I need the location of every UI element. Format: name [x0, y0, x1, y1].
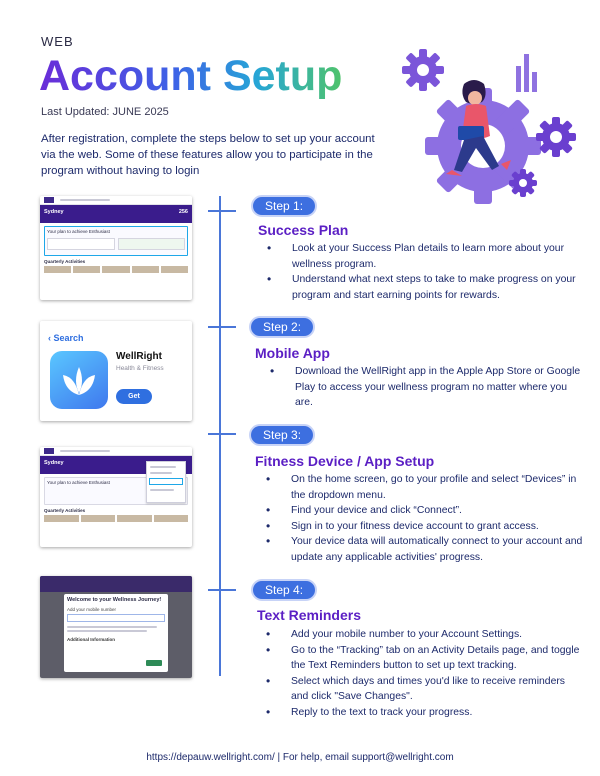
wellright-app-icon: [50, 351, 108, 409]
dashboard-quarterly: Quarterly Activities: [44, 259, 86, 264]
gears-illustration: [398, 44, 588, 204]
success-plan-card: [44, 226, 188, 256]
app-store-back: ‹ Search: [48, 333, 84, 343]
devices-screenshot: Sydney Your plan to achieve Enthusiast Quarterly Activities: [40, 447, 192, 547]
success-plan-screenshot: [40, 196, 192, 300]
app-store-screenshot: [40, 321, 192, 421]
step-3-list: [258, 472, 583, 566]
modal-title: Welcome to your Wellness Journey!: [67, 597, 162, 603]
text-reminders-screenshot: [40, 576, 192, 678]
dashboard-banner: [40, 205, 192, 223]
dashboard-topbar: [40, 196, 192, 205]
welcome-modal: [64, 594, 168, 672]
list-item: • Sign in to your fitness device account to grant access.: [258, 519, 583, 535]
dashboard-points: 256: [178, 209, 188, 215]
list-item: • Go to the “Tracking” tab on an Activity Details page, and toggle the Text Reminders button to set up text tracking.: [258, 643, 583, 674]
footer-contact: https://depauw.wellright.com/ | For help, email support@wellright.com: [146, 752, 454, 763]
timeline-tick: [208, 433, 236, 435]
step-4-pill: Step 4:: [251, 579, 317, 601]
step-2-list: [262, 364, 582, 411]
list-item: • On the home screen, go to your profile and select “Devices” in the dropdown menu.: [258, 472, 583, 503]
list-item: • Look at your Success Plan details to learn more about your wellness program.: [259, 241, 579, 272]
timeline-line: [219, 196, 221, 676]
modal-additional: Additional Information: [67, 637, 115, 642]
step-4-list: [258, 627, 583, 721]
list-item: • Add your mobile number to your Account Settings.: [258, 627, 583, 643]
devices-menu-item: [149, 478, 183, 485]
timeline-tick: [208, 589, 236, 591]
last-updated: Last Updated: JUNE 2025: [41, 106, 169, 118]
mobile-number-input: [67, 614, 165, 622]
list-item: • Select which days and times you'd like to receive reminders and click "Save Changes".: [258, 674, 583, 705]
dashboard-section-title: Your plan to achieve Enthusiast: [47, 229, 110, 234]
step-3-title: Fitness Device / App Setup: [255, 453, 435, 469]
right-gear-icon: [536, 117, 576, 157]
wellright-logo-icon: [44, 448, 54, 454]
list-item: • Download the WellRight app in the Apple App Store or Google Play to access your wellness program no matter where you are.: [262, 364, 582, 411]
timeline-tick: [208, 210, 236, 212]
dashboard-welcome: Sydney: [44, 209, 64, 215]
modal-field-label: Add your mobile number: [67, 607, 117, 612]
list-item: • Reply to the text to track your progress.: [258, 705, 583, 721]
list-item: • Understand what next steps to take to make progress on your program and start earning points for rewards.: [259, 272, 579, 303]
modal-save-button: [146, 660, 162, 666]
app-name: WellRight: [116, 351, 162, 362]
bar-chart-icon: [516, 54, 537, 92]
step-2-pill: Step 2:: [249, 316, 315, 338]
page-title: Account Setup: [39, 52, 343, 100]
app-get-button: Get: [116, 389, 152, 404]
bottom-gear-icon: [509, 169, 537, 197]
list-item: • Find your device and click “Connect”.: [258, 503, 583, 519]
intro-paragraph: After registration, complete the steps below to set up your account via the web. Some of these features allow you to participate in the program without having to login: [41, 133, 375, 177]
step-2-title: Mobile App: [255, 345, 330, 361]
profile-dropdown: [146, 461, 186, 503]
step-1-pill: Step 1:: [251, 195, 317, 217]
step-1-title: Success Plan: [258, 222, 349, 238]
step-1-list: [259, 241, 579, 303]
step-4-title: Text Reminders: [257, 607, 361, 623]
step-3-pill: Step 3:: [249, 424, 315, 446]
eyebrow-label: WEB: [41, 34, 74, 49]
small-gear-icon: [402, 49, 444, 91]
wellright-logo-icon: [44, 197, 54, 203]
timeline-tick: [208, 326, 236, 328]
app-category: Health & Fitness: [116, 365, 164, 372]
list-item: • Your device data will automatically connect to your account and update any applicable activities' progress.: [258, 534, 583, 565]
